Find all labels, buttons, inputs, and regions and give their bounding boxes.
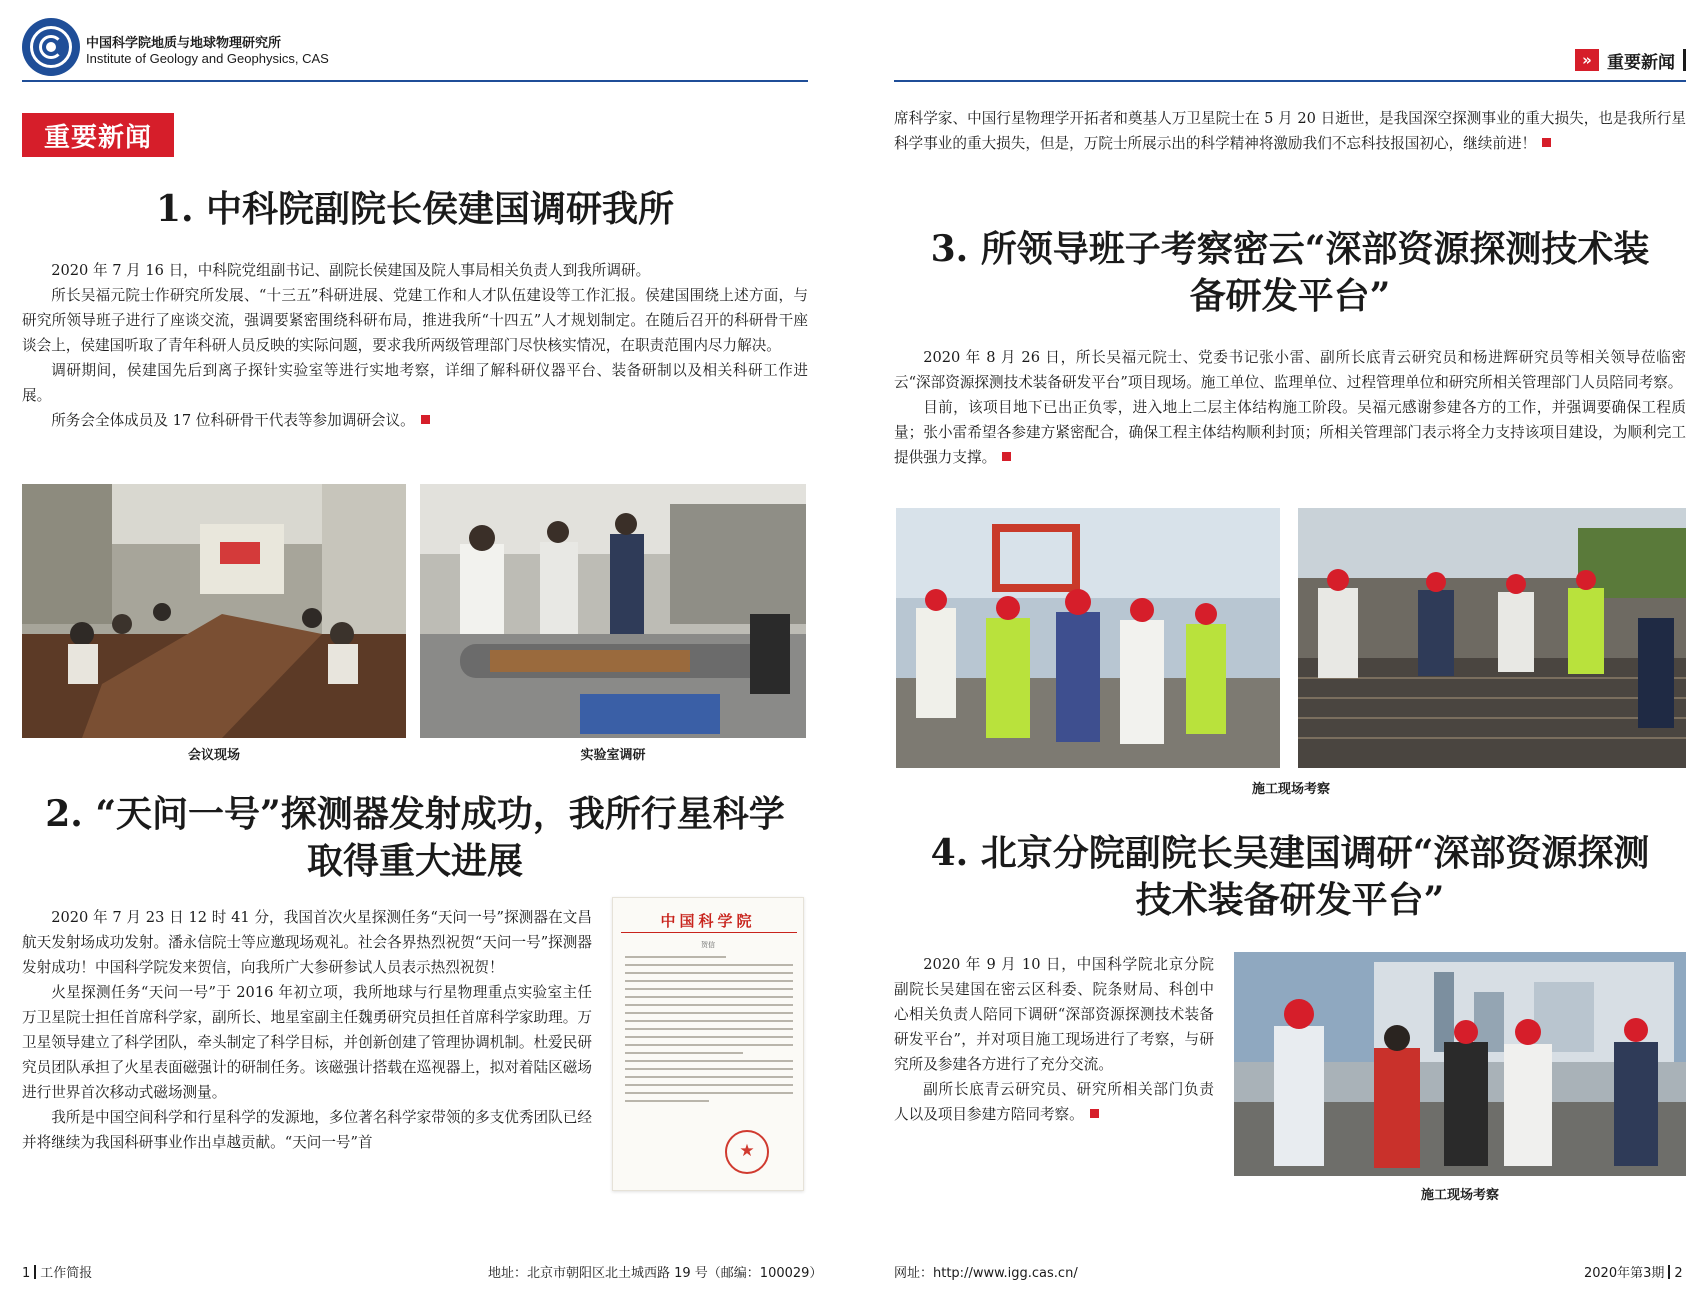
article3-para-2-text: 目前，该项目地下已出正负零，进入地上二层主体结构施工阶段。吴福元感谢参建各方的工作，并强调要确保工程质量；张小雷希望各参建方紧密配合，确保工程主体结构顺利封顶；所相关管理部门表示将全力支持该项目建设，为顺利完工提供强力支撑。 (894, 399, 1686, 466)
letter-subheading: 贺信 (701, 941, 715, 949)
institute-name-en: Institute of Geology and Geophysics, CAS (86, 51, 329, 66)
article2-title-line2: 取得重大进展 (306, 840, 523, 882)
footer-address: 地址：北京市朝阳区北土城西路 19 号（邮编：100029） (488, 1266, 823, 1281)
letter-heading: 中国科学院 (660, 912, 756, 930)
article4-title (894, 830, 1686, 924)
letter-text-lines (625, 956, 793, 1108)
lab-caption: 实验室调研 (580, 748, 646, 763)
article1-para-3: 调研期间，侯建国先后到离子探针实验室等进行实地考察，详细了解科研仪器平台、装备研制以及相关科研工作进展。 (22, 362, 808, 404)
congratulatory-letter-image (612, 897, 804, 1191)
section-badge: 重要新闻 (22, 113, 174, 157)
issue-label: 2020年第3期 (1584, 1266, 1665, 1281)
institute-logo-icon (22, 18, 80, 76)
end-mark-icon (1542, 138, 1551, 147)
article1-title: 1. 中科院副院长侯建国调研我所 (155, 188, 675, 230)
article3-body (894, 345, 1686, 470)
section-header-bar (1683, 49, 1686, 71)
double-chevron-icon: » (1575, 49, 1599, 71)
article1-para-4 (22, 408, 808, 433)
article2-body (22, 905, 592, 1155)
article3-para-1: 2020 年 8 月 26 日，所长吴福元院士、党委书记张小雷、副所长底青云研究员和杨进辉研究员等相关领导莅临密云“深部资源探测技术装备研发平台”项目现场。施工单位、监理单位、过程管理单位和研究所相关管理部门人员陪同考察。 (894, 349, 1686, 391)
article2-para-3: 我所是中国空间科学和行星科学的发源地，多位著名科学家带领的多支优秀团队已经并将继续为我国科研事业作出卓越贡献。“天问一号”首 (22, 1109, 592, 1151)
article1-para-2: 所长吴福元院士作研究所发展、“十三五”科研进展、党建工作和人才队伍建设等工作汇报。侯建国围绕上述方面，与研究所领导班子进行了座谈交流，强调要紧密围绕科研布局，推进我所“十四五”人才规划制定。在随后召开的科研骨干座谈会上，侯建国听取了青年科研人员反映的实际问题，要求我所两级管理部门尽快核实情况，在职责范围内尽力解决。 (22, 287, 808, 354)
article4-caption: 施工现场考察 (1420, 1188, 1499, 1203)
page-number-right: 2 (1674, 1266, 1683, 1281)
article4-para-2 (894, 1077, 1214, 1127)
section-header-title: 重要新闻 (1607, 52, 1675, 73)
site-photo-3 (1234, 952, 1686, 1176)
header-divider-right (894, 80, 1686, 82)
institute-name-cn: 中国科学院地质与地球物理研究所 (86, 36, 282, 51)
article4-title-line1: 4. 北京分院副院长吴建国调研“深部资源探测 (930, 832, 1650, 874)
article2-continued-text (894, 106, 1686, 156)
article4-title-line2: 技术装备研发平台” (1135, 879, 1445, 921)
footer-url: 网址：http://www.igg.cas.cn/ (894, 1266, 1078, 1281)
left-page (0, 0, 823, 1291)
left-footer (22, 1262, 92, 1281)
article3-caption: 施工现场考察 (1251, 782, 1330, 797)
header-divider (22, 80, 808, 82)
article2-title-line1: 2. “天问一号”探测器发射成功，我所行星科学 (45, 793, 785, 835)
end-mark-icon (1002, 452, 1011, 461)
article2-continued (894, 106, 1686, 156)
article3-para-2 (894, 395, 1686, 470)
article1-body (22, 258, 808, 433)
institute-header (22, 18, 808, 84)
article4-para-2-text: 副所长底青云研究员、研究所相关部门负责人以及项目参建方陪同考察。 (894, 1081, 1214, 1123)
right-footer (1584, 1262, 1683, 1281)
meeting-caption: 会议现场 (187, 748, 240, 763)
letter-rule (621, 932, 797, 933)
article4-body (894, 952, 1214, 1127)
page-number-left: 1 (22, 1266, 31, 1281)
right-page (880, 0, 1700, 1291)
article4-para-1: 2020 年 9 月 10 日，中国科学院北京分院副院长吴建国在密云区科委、院条财局、科创中心相关负责人陪同下调研“深部资源探测技术装备研发平台”，并对项目施工现场进行了考察，与研究所及参建各方进行了充分交流。 (894, 956, 1214, 1073)
publication-name: 工作简报 (40, 1266, 93, 1281)
article3-title-line1: 3. 所领导班子考察密云“深部资源探测技术装 (930, 228, 1650, 270)
footer-divider-right (1668, 1265, 1670, 1279)
article2-para-2: 火星探测任务“天问一号”于 2016 年初立项，我所地球与行星物理重点实验室主任万卫星院士担任首席科学家，副所长、地星室副主任魏勇研究员担任首席科学家助理。万卫星领导建立了科学团队，牵头制定了科学目标，并创新创建了管理协调机制。杜爱民研究员团队承担了火星表面磁强计的研制任务。该磁强计搭载在巡视器上，拟对着陆区磁场进行世界首次移动式磁场测量。 (22, 984, 592, 1101)
seal-icon: ★ (725, 1130, 769, 1174)
site-photo-1 (896, 508, 1280, 768)
article2-para-1: 2020 年 7 月 23 日 12 时 41 分，我国首次火星探测任务“天问一号”探测器在文昌航天发射场成功发射。潘永信院士等应邀现场观礼。社会各界热烈祝贺“天问一号”探测器发射成功！中国科学院发来贺信，向我所广大参研参试人员表示热烈祝贺！ (22, 909, 592, 976)
end-mark-icon (421, 415, 430, 424)
article3-title-line2: 备研发平台” (1189, 275, 1391, 317)
article3-title (894, 226, 1686, 320)
section-header (1575, 46, 1686, 74)
lab-photo (420, 484, 806, 738)
article2-continued-span: 席科学家、中国行星物理学开拓者和奠基人万卫星院士在 5 月 20 日逝世，是我国深空探测事业的重大损失，也是我所行星科学事业的重大损失，但是，万院士所展示出的科学精神将激励我们不忘科技报国初心，继续前进！ (894, 110, 1686, 152)
site-photo-2 (1298, 508, 1686, 768)
article1-para-1: 2020 年 7 月 16 日，中科院党组副书记、副院长侯建国及院人事局相关负责人到我所调研。 (51, 262, 651, 279)
article2-title (22, 791, 808, 885)
meeting-photo (22, 484, 406, 738)
footer-divider-left (34, 1265, 36, 1279)
end-mark-icon (1090, 1109, 1099, 1118)
article1-para-4-text: 所务会全体成员及 17 位科研骨干代表等参加调研会议。 (51, 412, 415, 429)
